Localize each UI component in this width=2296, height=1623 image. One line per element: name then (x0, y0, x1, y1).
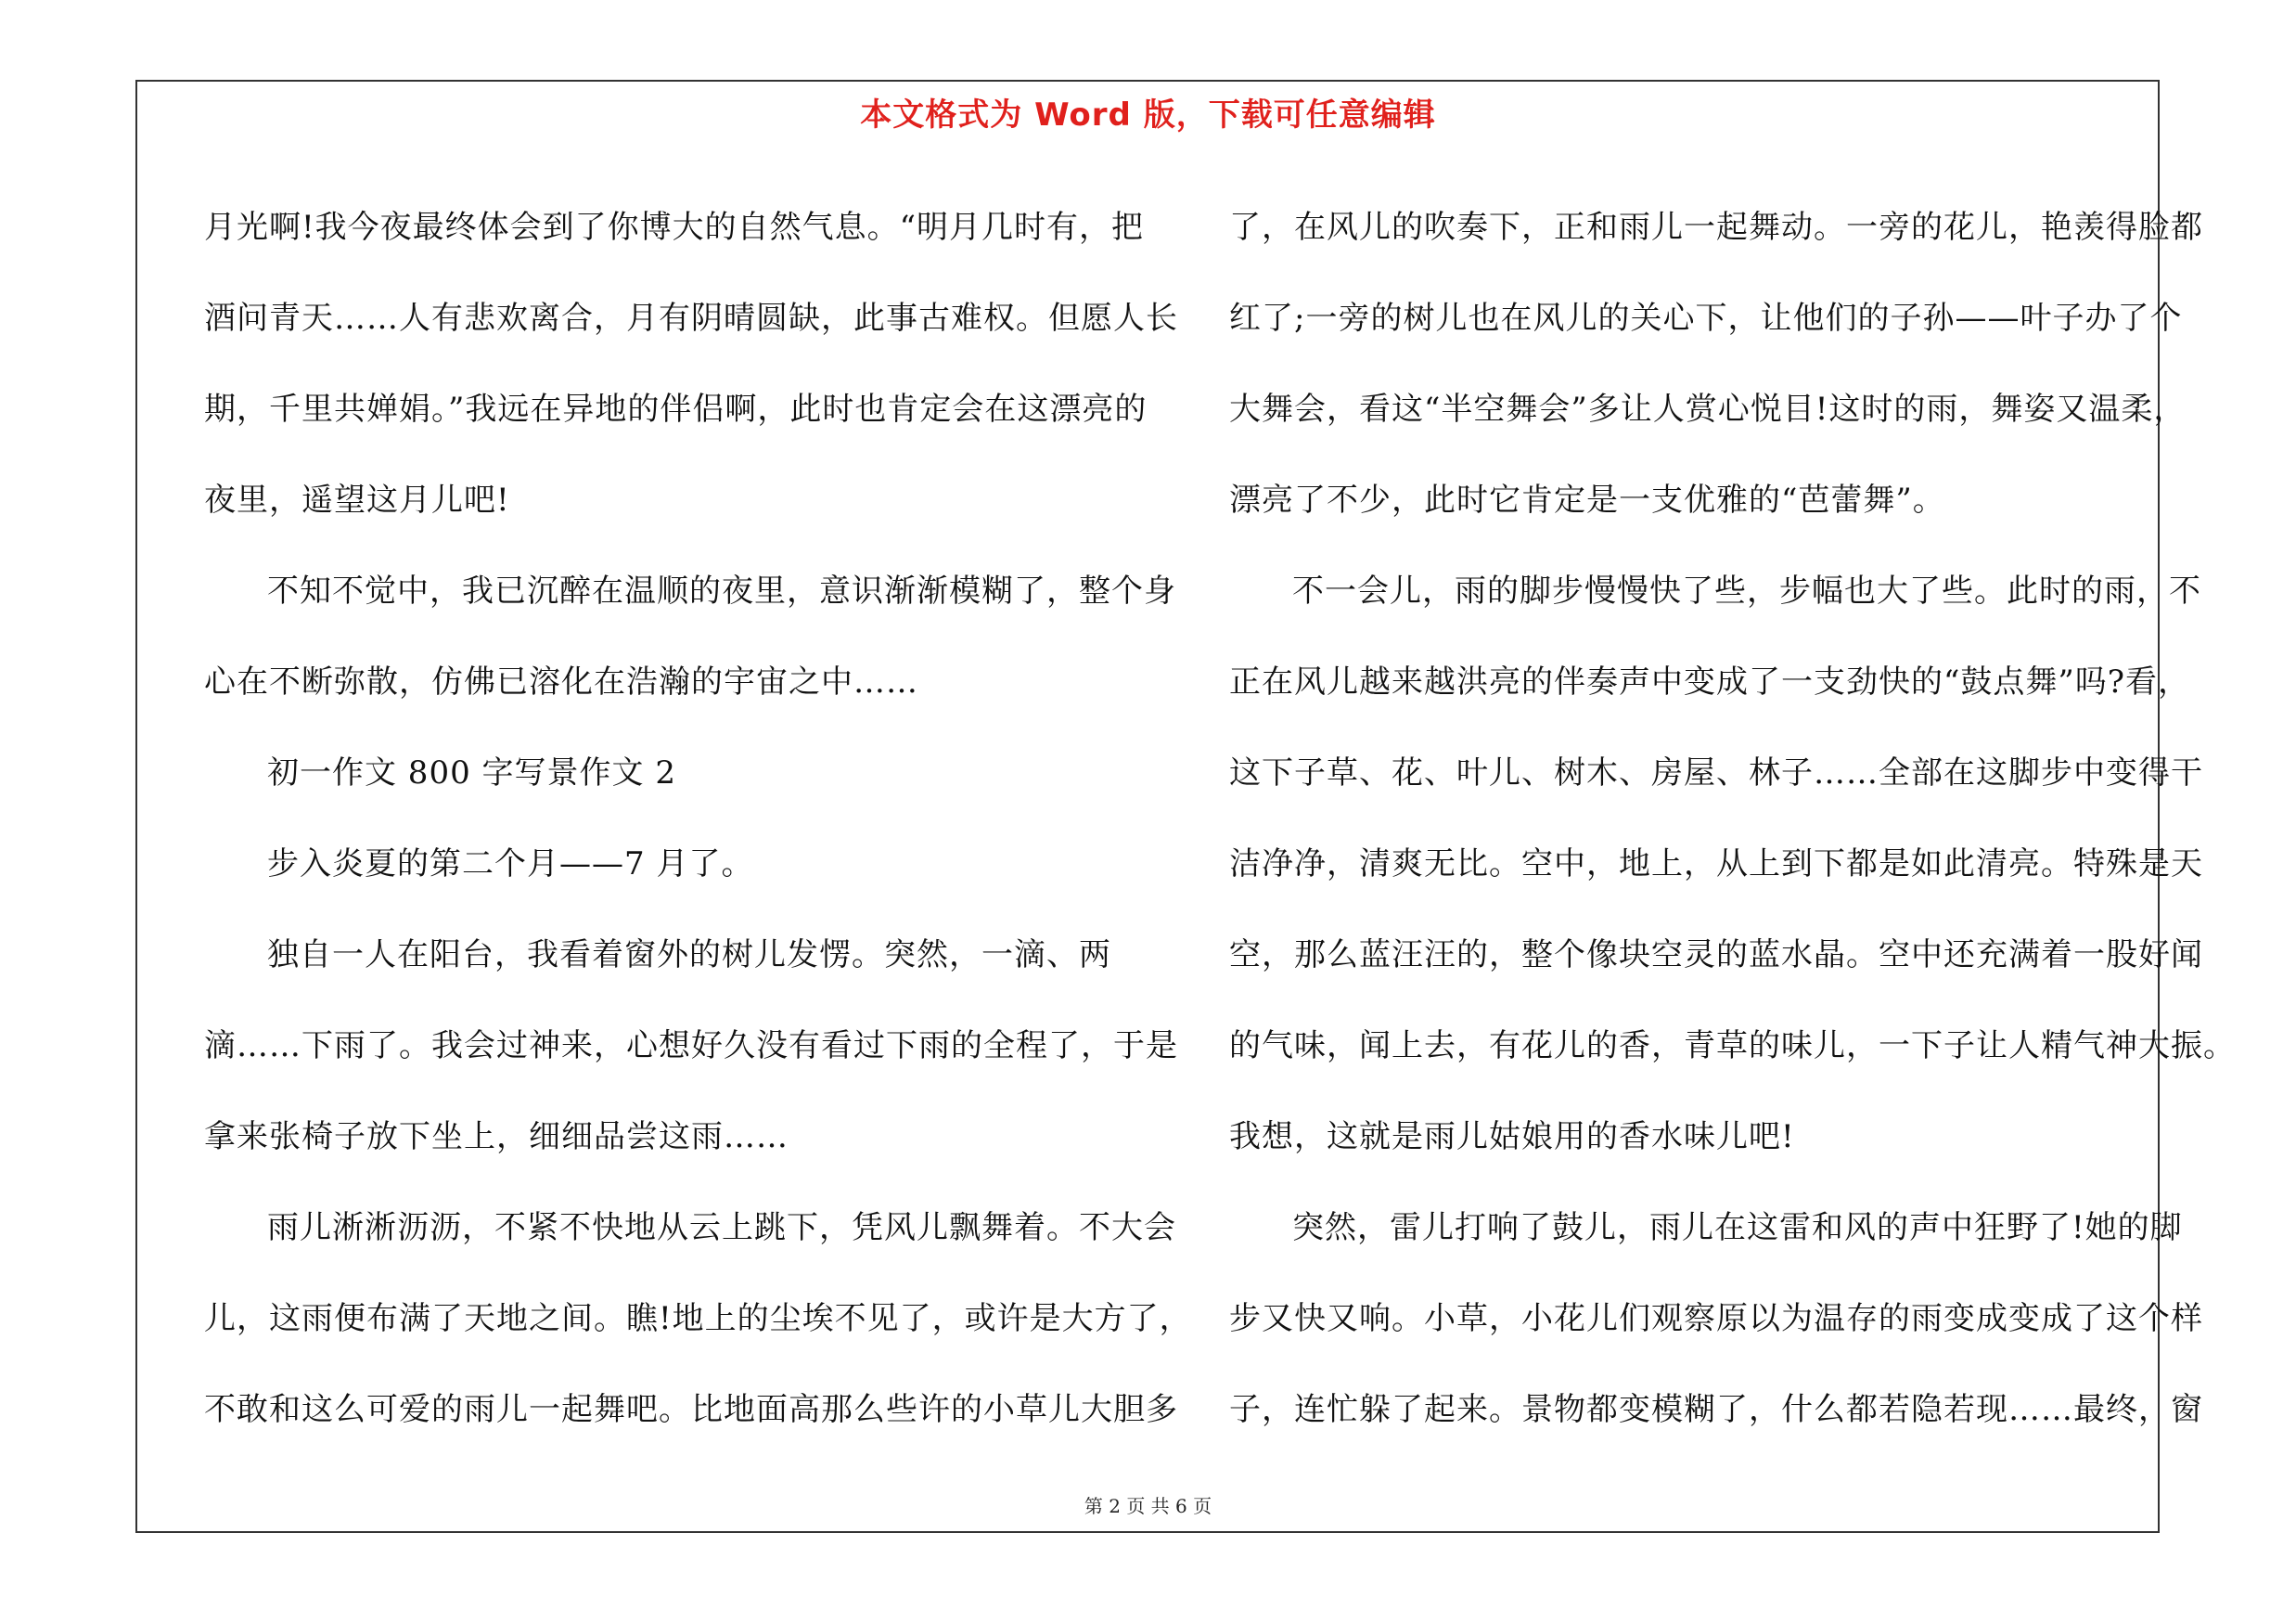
text-line: 雨儿淅淅沥沥，不紧不快地从云上跳下，凭风儿飘舞着。不大会 (267, 1209, 1176, 1246)
left-text-column (204, 182, 1192, 1455)
text-line: 月光啊!我今夜最终体会到了你博大的自然气息。“明月几时有，把 (204, 209, 1145, 246)
text-line: 大舞会，看这“半空舞会”多让人赏心悦目!这时的雨，舞姿又温柔， (1229, 391, 2187, 428)
right-text-column (1229, 182, 2236, 1455)
text-line: 突然，雷儿打响了鼓儿，雨儿在这雷和风的声中狂野了!她的脚 (1292, 1209, 2183, 1246)
text-line: 初一作文 800 字写景作文 2 (267, 754, 676, 792)
text-line: 了，在风儿的吹奏下，正和雨儿一起舞动。一旁的花儿，艳羡得脸都 (1229, 209, 2203, 246)
page-number-footer: 第 2 页 共 6 页 (1084, 1495, 1212, 1517)
text-line: 洁净净，清爽无比。空中，地上，从上到下都是如此清亮。特殊是天 (1229, 845, 2203, 882)
text-line: 我想，这就是雨儿姑娘用的香水味儿吧! (1229, 1118, 1795, 1155)
text-line: 的气味，闻上去，有花儿的香，青草的味儿，一下子让人精气神大振。 (1229, 1027, 2236, 1064)
text-line: 步入炎夏的第二个月——7 月了。 (267, 845, 754, 882)
text-line: 不知不觉中，我已沉醉在温顺的夜里，意识渐渐模糊了，整个身 (267, 573, 1176, 610)
text-line: 正在风儿越来越洪亮的伴奏声中变成了一支劲快的“鼓点舞”吗?看， (1229, 663, 2190, 701)
text-line: 酒问青天……人有悲欢离合，月有阴晴圆缺，此事古难权。但愿人长 (204, 300, 1178, 337)
text-line: 期，千里共婵娟。”我远在异地的伴侣啊，此时也肯定会在这漂亮的 (204, 391, 1148, 428)
text-line: 步又快又响。小草，小花儿们观察原以为温存的雨变成变成了这个样 (1229, 1300, 2203, 1337)
text-line: 这下子草、花、叶儿、树木、房屋、林子……全部在这脚步中变得干 (1229, 754, 2203, 792)
text-line: 空，那么蓝汪汪的，整个像块空灵的蓝水晶。空中还充满着一股好闻 (1229, 936, 2203, 973)
editable-notice-header: 本文格式为 Word 版，下载可任意编辑 (860, 97, 1436, 134)
text-line: 不一会儿，雨的脚步慢慢快了些，步幅也大了些。此时的雨，不 (1292, 573, 2201, 610)
text-line: 滴……下雨了。我会过神来，心想好久没有看过下雨的全程了，于是 (204, 1027, 1178, 1064)
text-line: 红了;一旁的树儿也在风儿的关心下，让他们的子孙——叶子办了个 (1229, 300, 2183, 337)
text-line: 漂亮了不少，此时它肯定是一支优雅的“芭蕾舞”。 (1229, 482, 1945, 519)
text-line: 心在不断弥散，仿佛已溶化在浩瀚的宇宙之中…… (204, 663, 918, 701)
text-line: 夜里，遥望这月儿吧! (204, 482, 510, 519)
text-line: 不敢和这么可爱的雨儿一起舞吧。比地面高那么些许的小草儿大胆多 (204, 1391, 1178, 1428)
text-line: 拿来张椅子放下坐上，细细品尝这雨…… (204, 1118, 789, 1155)
text-line: 子，连忙躲了起来。景物都变模糊了，什么都若隐若现……最终，窗 (1229, 1391, 2203, 1428)
text-line: 独自一人在阳台，我看着窗外的树儿发愣。突然，一滴、两 (267, 936, 1111, 973)
text-line: 儿，这雨便布满了天地之间。瞧!地上的尘埃不见了，或许是大方了， (204, 1300, 1192, 1337)
